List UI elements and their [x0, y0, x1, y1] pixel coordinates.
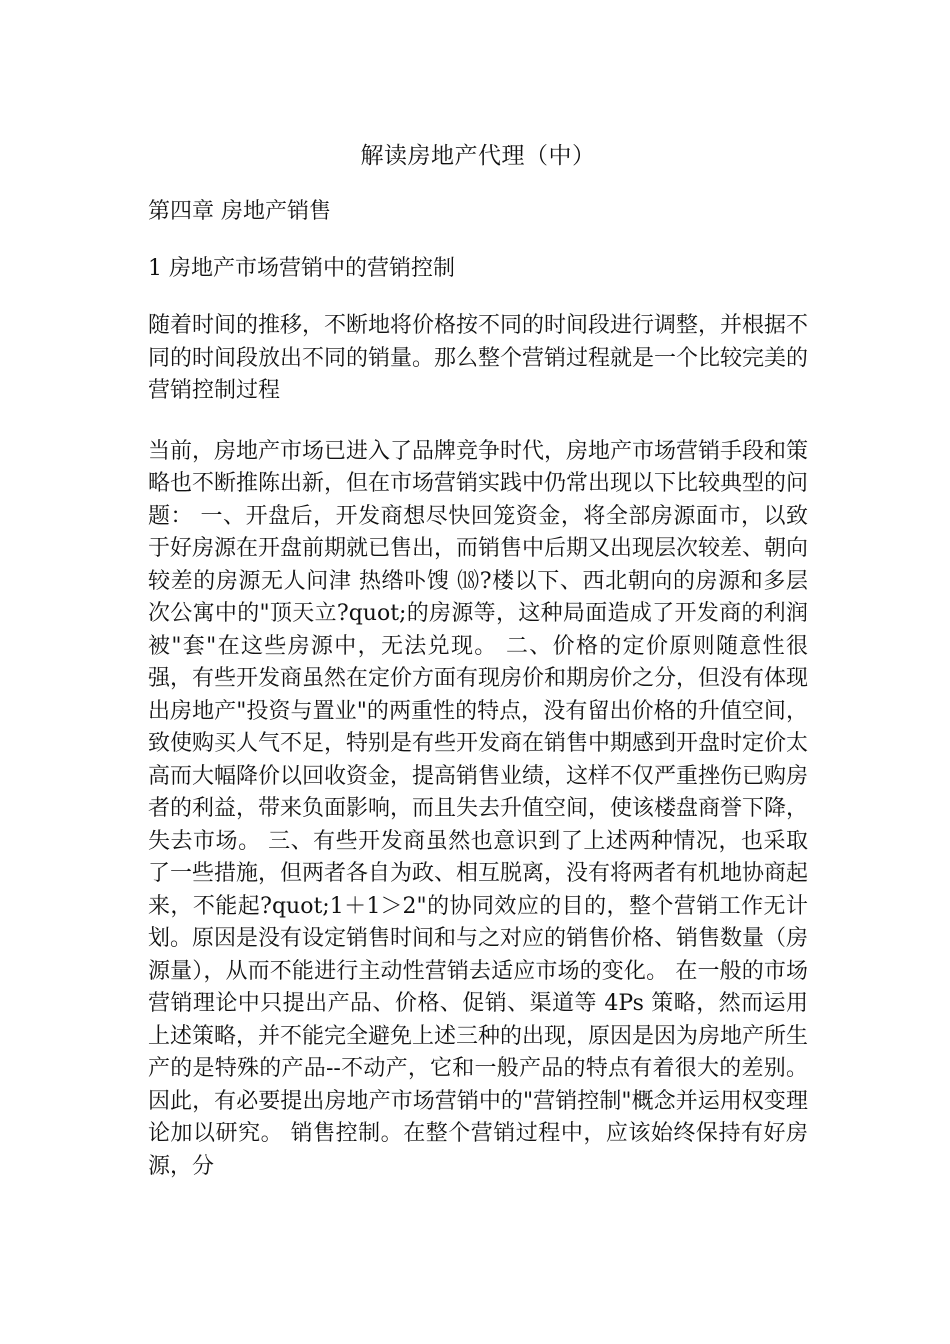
chapter-heading: 第四章 房地产销售 — [148, 199, 331, 224]
section-heading: 1 房地产市场营销中的营销控制 — [148, 256, 455, 281]
document-title: 解读房地产代理（中） — [360, 143, 596, 169]
body-paragraph: 当前，房地产市场已进入了品牌竞争时代，房地产市场营销手段和策略也不断推陈出新，但在市场营销实践中仍常出现以下比较典型的问题： 一、开盘后，开发商想尽快回笼资金，将全部房源面市，以致于好房源在开盘前期就已售出，而销售中后期又出现层次较差、朝向较差的房源无人问津 热绺卟馊 ⒅?楼以下、西北朝向的房源和多层次公寓中的"顶天立?quot;的房源等，这种局面造成了开发商的利润被"套"在这些房源中，无法兑现。 二、价格的定价原则随意性很强，有些开发商虽然在定价方面有现房价和期房价之分，但没有体现出房地产"投资与置业"的两重性的特点，没有留出价格的升值空间，致使购买人气不足，特别是有些开发商在销售中期感到开盘时定价太高而大幅降价以回收资金，提高销售业绩，这样不仅严重挫伤已购房者的利益，带来负面影响，而且失去升值空间，使该楼盘商誉下降，失去市场。 三、有些开发商虽然也意识到了上述两种情况，也采取了一些措施，但两者各自为政、相互脱离，没有将两者有机地协商起来，不能起?quot;1＋1＞2"的协同效应的目的，整个营销工作无计划。原因是没有设定销售时间和与之对应的销售价格、销售数量（房源量），从而不能进行主动性营销去适应市场的变化。 在一般的市场营销理论中只提出产品、价格、促销、渠道等 4Ps 策略，然而运用上述策略，并不能完全避免上述三种的出现，原因是因为房地产所生产的是特殊的产品--不动产，它和一般产品的特点有着很大的差别。因此，有必要提出房地产市场营销中的"营销控制"概念并运用权变理论加以研究。 销售控制。在整个营销过程中，应该始终保持有好房源，分 — [148, 438, 809, 1179]
intro-paragraph: 随着时间的推移，不断地将价格按不同的时间段进行调整，并根据不同的时间段放出不同的销量。那么整个营销过程就是一个比较完美的营销控制过程 — [148, 313, 809, 403]
document-page — [148, 140, 808, 1211]
